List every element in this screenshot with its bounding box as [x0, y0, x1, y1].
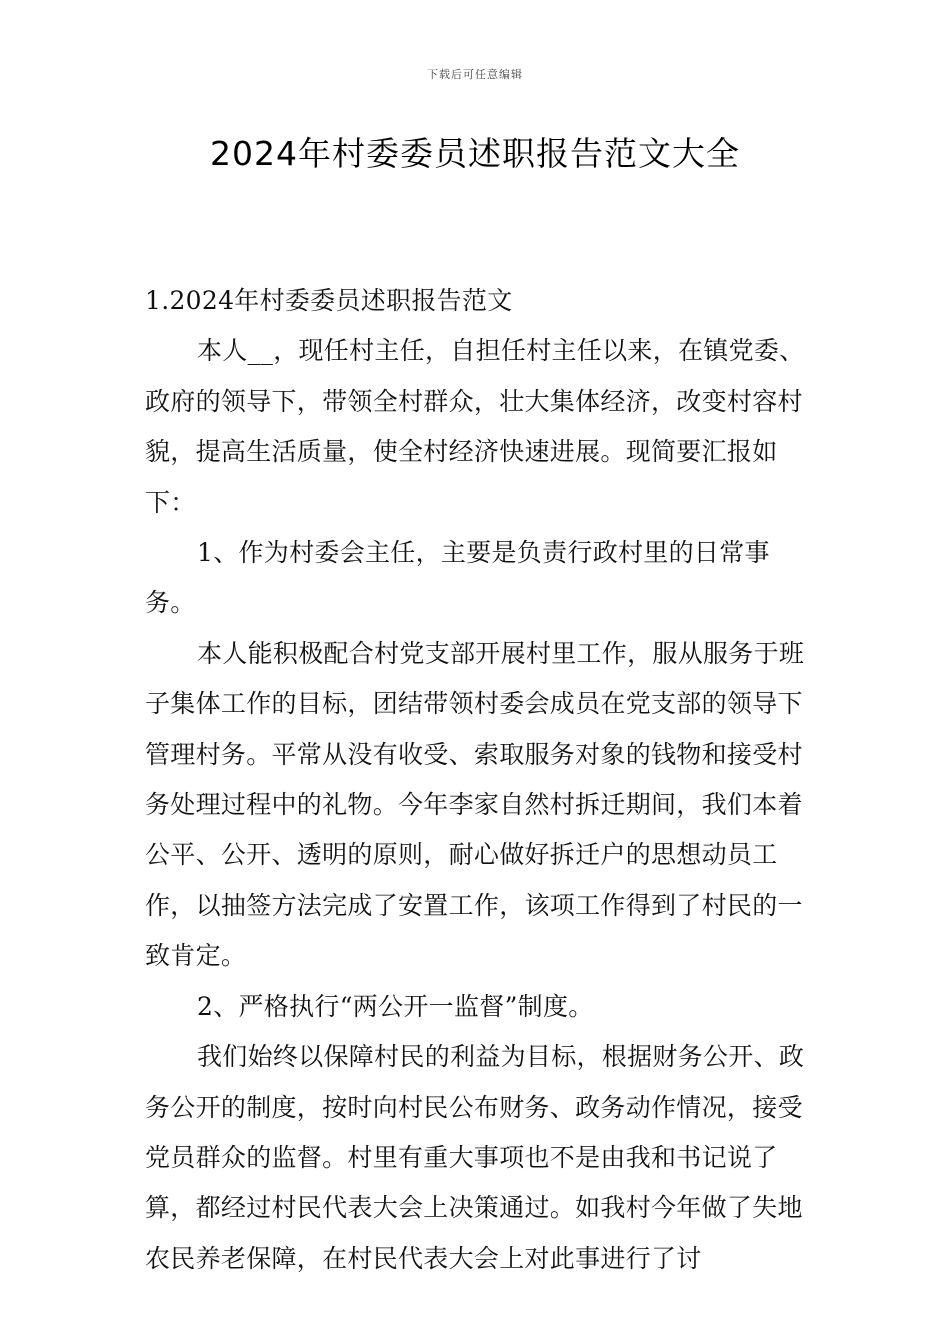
header-note: 下载后可任意编辑 [427, 68, 523, 81]
document-body [145, 276, 810, 1284]
paragraph-item-2-heading: 2、严格执行“两公开一监督”制度。 [197, 991, 594, 1021]
paragraph-item-2-body: 我们始终以保障村民的利益为目标，根据财务公开、政务公开的制度，按时向村民公布财务、政务动作情况，接受党员群众的监督。村里有重大事项也不是由我和书记说了算，都经过村民代表大会上决策通过。如我村今年做了失地农民养老保障，在村民代表大会上对此事进行了讨 [145, 1042, 805, 1273]
section-heading: 1.2024年村委委员述职报告范文 [145, 286, 513, 315]
paragraph-item-1-body: 本人能积极配合村党支部开展村里工作，服从服务于班子集体工作的目标，团结带领村委会成员在党支部的领导下管理村务。平常从没有收受、索取服务对象的钱物和接受村务处理过程中的礼物。今年李家自然村拆迁期间，我们本着公平、公开、透明的原则，耐心做好拆迁户的思想动员工作，以抽签方法完成了安置工作，该项工作得到了村民的一致肯定。 [145, 638, 805, 971]
paragraph-intro: 本人__，现任村主任，自担任村主任以来，在镇党委、政府的领导下，带领全村群众，壮大集体经济，改变村容村貌，提高生活质量，使全村经济快速进展。现简要汇报如下： [145, 336, 805, 517]
paragraph-item-1-heading: 1、作为村委会主任，主要是负责行政村里的日常事务。 [145, 538, 770, 618]
document-title: 2024年村委委员述职报告范文大全 [210, 134, 740, 173]
